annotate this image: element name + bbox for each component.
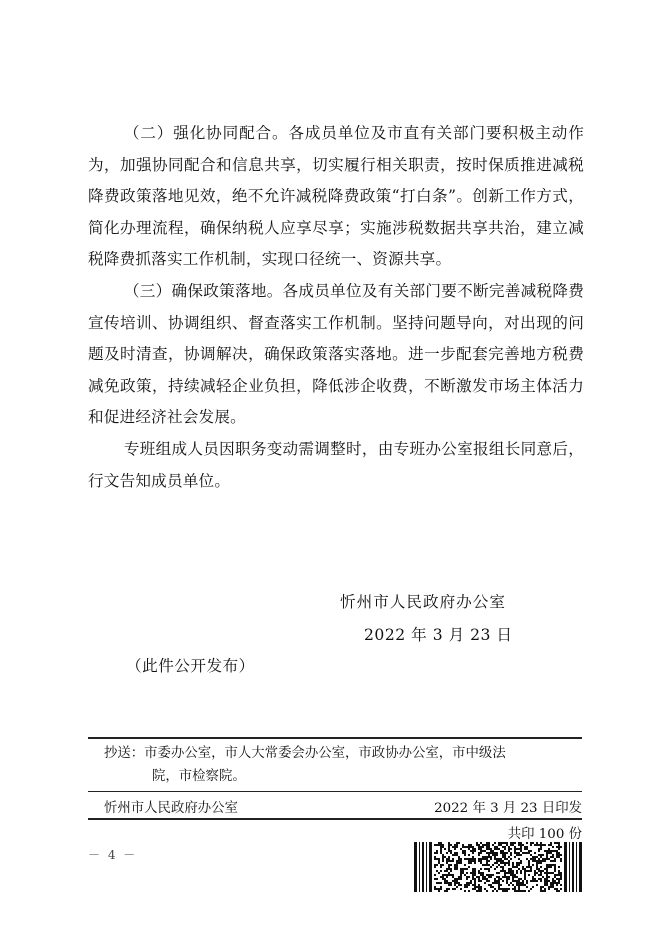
paragraph-staff-adjustment: 专班组成人员因职务变动需调整时，由专班办公室报组长同意后，行文告知成员单位。 (88, 439, 584, 490)
cc-line-1: 抄送：市委办公室，市人大常委会办公室，市政协办公室，市中级法 (104, 746, 506, 761)
signature-date: 2022 年 3 月 23 日 (364, 626, 513, 644)
cc-line-2: 院，市检察院。 (152, 769, 246, 784)
paragraph-collaboration: （二）强化协同配合。各成员单位及市直有关部门要积极主动作为，加强协同配合和信息共享，切实履行相关职责，按时保质推进减税降费政策落地见效，绝不允许减税降费政策“打白条”。创新工作方式，简化办理流程，确保纳税人应享尽享；实施涉税数据共享共治，建立减税降费抓落实工作机制，实现口径统一、资源共享。 (88, 124, 584, 269)
footer-middle-rule (88, 791, 582, 792)
print-date: 2022 年 3 月 23 日印发 (434, 801, 582, 816)
print-organization: 忻州市人民政府办公室 (104, 801, 238, 816)
footer-bottom-rule (88, 818, 582, 820)
document-body (88, 118, 584, 497)
public-release-note: （此件公开发布） (126, 657, 255, 675)
page-number: － 4 － (88, 848, 138, 862)
print-copies: 共印 100 份 (507, 827, 582, 842)
cc-list (104, 742, 582, 788)
barcode-icon (414, 842, 582, 892)
footer-top-rule (88, 737, 582, 739)
signature-organization: 忻州市人民政府办公室 (340, 593, 506, 611)
paragraph-implementation: （三）确保政策落地。各成员单位及有关部门要不断完善减税降费宣传培训、协调组织、督查落实工作机制。坚持问题导向，对出现的问题及时清查，协调解决，确保政策落实落地。进一步配套完善地方税费减免政策，持续减轻企业负担，降低涉企收费，不断激发市场主体活力和促进经济社会发展。 (88, 281, 584, 427)
